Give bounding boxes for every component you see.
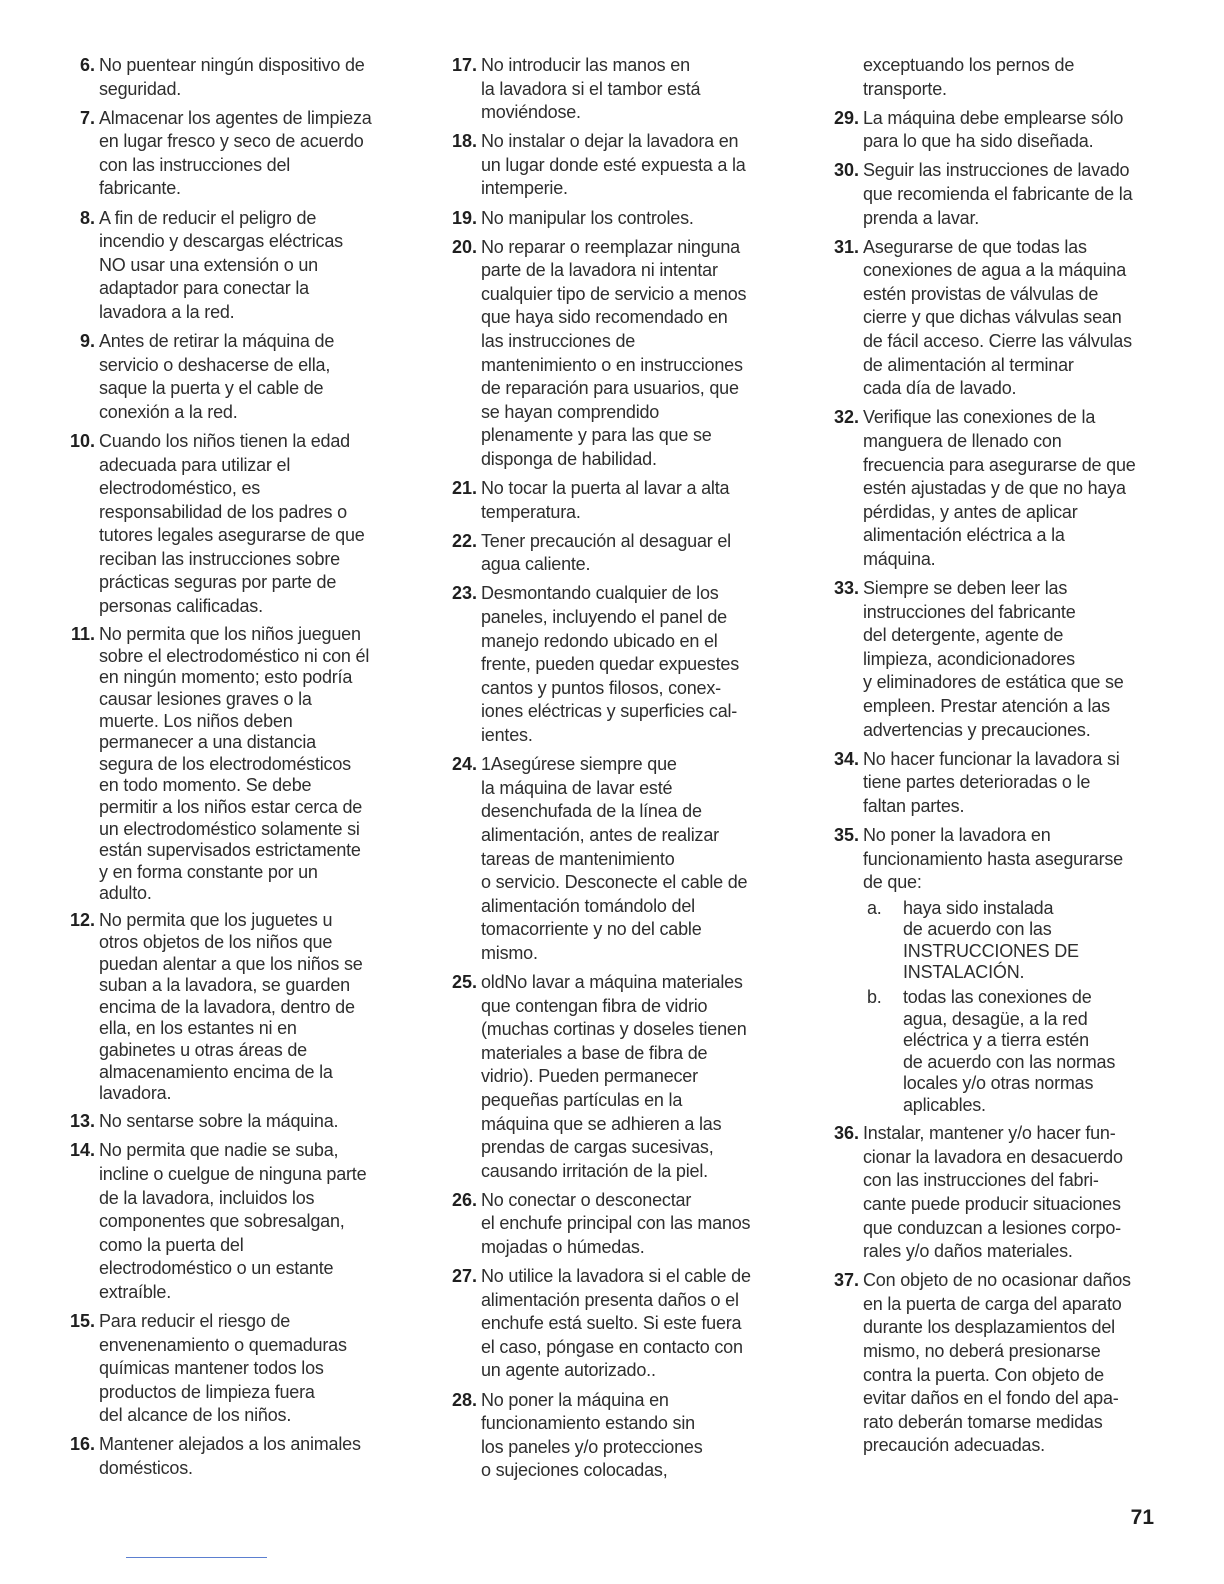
item-number: 31. (833, 236, 859, 257)
item-text (863, 159, 1132, 230)
text-line: personas calificadas. (99, 596, 263, 617)
text-line: manguera de llenado con (863, 430, 1062, 451)
text-line: No tocar la puerta al lavar a alta (481, 478, 730, 499)
text-line: un electrodoméstico solamente si (99, 818, 360, 839)
text-line: seguridad. (99, 78, 182, 99)
text-line: como la puerta del (99, 1234, 244, 1255)
text-line: transporte. (863, 78, 947, 99)
text-line: Desmontando cualquier de los (481, 583, 719, 604)
text-line: componentes que sobresalgan, (99, 1211, 345, 1232)
item-number: 24. (451, 754, 477, 775)
text-line: funcionamiento estando sin (481, 1413, 695, 1434)
text-line: eléctrica y a tierra estén (903, 1030, 1089, 1051)
text-line: pequeñas partículas en la (481, 1089, 683, 1110)
text-line: haya sido instalada (903, 897, 1054, 918)
text-line: Asegurarse de que todas las (863, 236, 1087, 257)
item-text (481, 130, 746, 201)
list-item (440, 236, 782, 472)
text-line: prendas de cargas sucesivas, (481, 1137, 714, 1158)
text-line: plenamente y para las que se (481, 425, 712, 446)
item-text (863, 1122, 1123, 1264)
text-line: sobre el electrodoméstico ni con él (99, 645, 370, 666)
list-item (58, 430, 400, 619)
text-line: lavadora. (99, 1083, 172, 1104)
text-line: máquina. (863, 548, 936, 569)
item-number: 33. (833, 577, 859, 598)
text-line: INSTRUCCIONES DE (903, 940, 1079, 961)
text-line: conexiones de agua a la máquina (863, 260, 1127, 281)
item-text (99, 1433, 361, 1480)
item-text (99, 207, 343, 325)
text-line: tareas de mantenimiento (481, 848, 675, 869)
text-line: adecuada para utilizar el (99, 454, 291, 475)
text-line: A fin de reducir el peligro de (99, 207, 317, 228)
list-item (440, 971, 782, 1183)
list-item (440, 1265, 782, 1383)
text-line: NO usar una extensión o un (99, 254, 318, 275)
text-line: iones eléctricas y superficies cal- (481, 701, 738, 722)
list-item (822, 1269, 1164, 1458)
text-line: gabinetes u otras áreas de (99, 1039, 307, 1060)
item-text (481, 1389, 703, 1483)
text-line: las instrucciones de (481, 331, 636, 352)
column-left (58, 54, 400, 1486)
text-line: de reparación para usuarios, que (481, 378, 739, 399)
item-text (99, 1110, 338, 1134)
text-line: cante puede producir situaciones (863, 1193, 1121, 1214)
text-line: intemperie. (481, 178, 568, 199)
item-text (863, 824, 1123, 1117)
text-line: desenchufada de la línea de (481, 801, 702, 822)
text-line: otros objetos de los niños que (99, 931, 333, 952)
text-line: del detergente, agente de (863, 625, 1064, 646)
text-line: conexión a la red. (99, 401, 238, 422)
text-line: que conduzcan a lesiones corpo- (863, 1217, 1121, 1238)
item-number: 16. (69, 1434, 95, 1455)
list-item (58, 624, 400, 905)
item-text (863, 748, 1120, 819)
item-number: 13. (69, 1111, 95, 1132)
text-line: o sujeciones colocadas, (481, 1460, 668, 1481)
item-number: 27. (451, 1266, 477, 1287)
list-item (822, 159, 1164, 230)
list-item (822, 107, 1164, 154)
text-line: mismo, no deberá presionarse (863, 1340, 1101, 1361)
list-item (822, 824, 1164, 1117)
text-line: servicio o deshacerse de ella, (99, 354, 331, 375)
text-line: se hayan comprendido (481, 401, 660, 422)
list-item (440, 582, 782, 747)
text-line: mojadas o húmedas. (481, 1237, 645, 1257)
list-item (58, 107, 400, 201)
text-line: evitar daños en el fondo del apa- (863, 1388, 1119, 1409)
item-number: 17. (451, 55, 477, 75)
text-line: Antes de retirar la máquina de (99, 331, 335, 352)
item-text (99, 1139, 366, 1304)
column-right (822, 54, 1164, 1463)
item-number: 37. (833, 1270, 859, 1291)
item-number: 15. (69, 1310, 95, 1331)
text-line: advertencias y precauciones. (863, 719, 1091, 740)
text-line: fabricante. (99, 178, 181, 199)
item-text (481, 582, 739, 747)
text-line: de fácil acceso. Cierre las válvulas (863, 331, 1132, 352)
text-line: empleen. Prestar atención a las (863, 695, 1110, 716)
text-line: Verifique las conexiones de la (863, 407, 1096, 428)
text-line: Tener precaución al desaguar el (481, 530, 731, 551)
text-line: No permita que los juguetes u (99, 910, 333, 931)
text-line: electrodoméstico o un estante (99, 1258, 334, 1279)
text-line: manejo redondo ubicado en el (481, 630, 718, 651)
text-line: adaptador para conectar la (99, 278, 309, 299)
item-text (99, 107, 372, 201)
item-number: 9. (79, 331, 95, 352)
text-line: alimentación, antes de realizar (481, 824, 719, 845)
text-line: enchufe está suelto. Si este fuera (481, 1313, 742, 1334)
text-line: alimentación presenta daños o el (481, 1289, 739, 1310)
text-line: mantenimiento o en instrucciones (481, 354, 743, 375)
item-text (481, 54, 700, 125)
item-text (99, 624, 369, 905)
item-text (99, 910, 363, 1104)
text-line: en todo momento. Se debe (99, 775, 312, 796)
text-line: No hacer funcionar la lavadora si (863, 748, 1120, 769)
item-text (99, 330, 334, 424)
text-line: para lo que ha sido diseñada. (863, 131, 1094, 152)
text-line: materiales a base de fibra de (481, 1042, 708, 1063)
text-line: que haya sido recomendado en (481, 307, 728, 328)
text-line: prácticas seguras por parte de (99, 572, 337, 593)
text-line: máquina que se adhieren a las (481, 1113, 722, 1134)
item-number: 36. (833, 1123, 859, 1144)
list-item (58, 1110, 400, 1134)
item-text (99, 430, 365, 619)
text-line: disponga de habilidad. (481, 449, 657, 469)
text-line: causando irritación de la piel. (481, 1160, 708, 1181)
column-middle (440, 54, 782, 1488)
list-item (822, 406, 1164, 571)
text-line: están supervisados estrictamente (99, 840, 361, 861)
text-line: rato deberán tomarse medidas (863, 1411, 1103, 1432)
text-line: domésticos. (99, 1458, 193, 1479)
text-line: oldNo lavar a máquina materiales (481, 971, 743, 992)
text-line: No introducir las manos en (481, 55, 690, 75)
sub-item-text (903, 987, 1115, 1117)
text-line: exceptuando los pernos de (863, 55, 1075, 75)
text-line: con las instrucciones del fabri- (863, 1170, 1099, 1191)
list-item (58, 54, 400, 101)
item-number: 18. (451, 131, 477, 152)
text-line: cionar la lavadora en desacuerdo (863, 1146, 1123, 1167)
list-item (440, 130, 782, 201)
list-item (58, 330, 400, 424)
text-line: en ningún momento; esto podría (99, 667, 353, 688)
text-line: tiene partes deterioradas o le (863, 772, 1091, 793)
text-line: que contengan fibra de vidrio (481, 995, 708, 1016)
text-line: todas las conexiones de (903, 987, 1092, 1008)
item-number: 20. (451, 236, 477, 257)
text-line: envenenamiento o quemaduras (99, 1334, 347, 1355)
text-line: o servicio. Desconecte el cable de (481, 872, 748, 893)
item-number: 34. (833, 748, 859, 769)
text-line: un agente autorizado.. (481, 1360, 656, 1381)
text-line: del alcance de los niños. (99, 1405, 292, 1426)
item-number: 32. (833, 407, 859, 428)
item-number: 25. (451, 971, 477, 992)
text-line: de acuerdo con las normas (903, 1051, 1116, 1072)
text-line: No conectar o desconectar (481, 1189, 692, 1210)
text-line: precaución adecuadas. (863, 1435, 1045, 1456)
text-line: de la lavadora, incluidos los (99, 1187, 315, 1208)
text-line: agua caliente. (481, 554, 591, 575)
text-line: estén provistas de válvulas de (863, 283, 1099, 304)
item-number: 30. (833, 160, 859, 181)
item-text (863, 236, 1132, 401)
sub-item-letter: b. (867, 987, 882, 1008)
item-text (481, 971, 747, 1183)
text-line: Instalar, mantener y/o hacer fun- (863, 1123, 1116, 1144)
text-line: No manipular los controles. (481, 207, 694, 228)
item-number: 10. (69, 430, 95, 451)
text-line: moviéndose. (481, 102, 581, 123)
text-line: suban a la lavadora, se guarden (99, 975, 350, 996)
item-number: 21. (451, 478, 477, 499)
text-line: y en forma constante por un (99, 861, 318, 882)
text-line: tomacorriente y no del cable (481, 919, 702, 940)
text-line: con las instrucciones del (99, 154, 291, 175)
item-text (481, 477, 729, 524)
list-item (58, 1310, 400, 1428)
text-line: La máquina debe emplearse sólo (863, 107, 1124, 128)
text-line: segura de los electrodomésticos (99, 753, 351, 774)
text-line: un lugar donde esté expuesta a la (481, 154, 746, 175)
text-line: la máquina de lavar esté (481, 777, 673, 798)
text-line: No puentear ningún dispositivo de (99, 55, 365, 75)
item-number: 22. (451, 530, 477, 551)
continuation-text (822, 54, 1164, 101)
item-number: 19. (451, 207, 477, 228)
text-line: Siempre se deben leer las (863, 577, 1068, 598)
text-line: contra la puerta. Con objeto de (863, 1364, 1104, 1385)
text-line: electrodoméstico, es (99, 478, 261, 499)
text-line: paneles, incluyendo el panel de (481, 607, 727, 628)
list-item (440, 207, 782, 231)
text-line: frente, pueden quedar expuestes (481, 654, 739, 675)
text-line: funcionamiento hasta asegurarse (863, 848, 1123, 869)
item-number: 11. (70, 624, 95, 645)
text-line: locales y/o otras normas (903, 1073, 1094, 1094)
text-line: cierre y que dichas válvulas sean (863, 307, 1122, 328)
text-line: alimentación tomándolo del (481, 895, 695, 916)
item-text (99, 54, 365, 101)
text-line: No utilice la lavadora si el cable de (481, 1266, 751, 1287)
item-number: 8. (79, 207, 95, 228)
text-line: parte de la lavadora ni intentar (481, 260, 718, 281)
text-line: temperatura. (481, 501, 581, 522)
text-line: extraíble. (99, 1281, 172, 1302)
item-text (481, 1265, 751, 1383)
text-line: mismo. (481, 942, 538, 963)
item-number: 7. (79, 107, 95, 128)
list-item (822, 236, 1164, 401)
item-text (863, 406, 1136, 571)
item-number: 26. (451, 1189, 477, 1210)
sub-item (863, 987, 1123, 1117)
text-line: ella, en los estantes ni en (99, 1018, 297, 1039)
text-line: faltan partes. (863, 795, 965, 816)
text-line: el caso, póngase en contacto con (481, 1336, 743, 1357)
text-line: estén ajustadas y de que no haya (863, 478, 1126, 499)
text-line: prenda a lavar. (863, 207, 980, 228)
item-text (481, 753, 747, 965)
item-text (481, 236, 746, 472)
list-item (58, 207, 400, 325)
text-line: No permita que nadie se suba, (99, 1140, 339, 1161)
item-number: 28. (451, 1389, 477, 1410)
text-line: agua, desagüe, a la red (903, 1008, 1088, 1029)
text-line: cantos y puntos filosos, conex- (481, 677, 721, 698)
list-item (822, 577, 1164, 742)
text-line: muerte. Los niños deben (99, 710, 293, 731)
item-number: 23. (451, 583, 477, 604)
text-line: incendio y descargas eléctricas (99, 231, 343, 252)
item-text (481, 1189, 750, 1260)
list-item (58, 910, 400, 1104)
text-line: instrucciones del fabricante (863, 601, 1076, 622)
page-number: 71 (1130, 1506, 1154, 1529)
list-item (440, 530, 782, 577)
item-number: 35. (833, 824, 859, 845)
text-line: Con objeto de no ocasionar daños (863, 1270, 1131, 1291)
item-text (863, 107, 1123, 154)
text-line: Para reducir el riesgo de (99, 1310, 291, 1331)
text-line: Almacenar los agentes de limpieza (99, 107, 372, 128)
text-line: almacenamiento encima de la (99, 1061, 333, 1082)
text-line: cada día de lavado. (863, 378, 1017, 399)
list-item (58, 1433, 400, 1480)
list-item (440, 1389, 782, 1483)
text-line: de acuerdo con las (903, 919, 1052, 940)
text-line: permitir a los niños estar cerca de (99, 796, 363, 817)
sub-item-letter: a. (867, 897, 882, 918)
text-line: permanecer a una distancia (99, 732, 316, 753)
text-line: alimentación eléctrica a la (863, 525, 1065, 546)
text-line: pérdidas, y antes de aplicar (863, 501, 1078, 522)
text-line: en lugar fresco y seco de acuerdo (99, 131, 364, 152)
list-item (822, 1122, 1164, 1264)
text-line: 1Asegúrese siempre que (481, 754, 677, 775)
sub-item-text (903, 898, 1079, 984)
item-text (863, 577, 1124, 742)
text-line: durante los desplazamientos del (863, 1317, 1115, 1338)
text-line: la lavadora si el tambor está (481, 78, 701, 99)
text-line: puedan alentar a que los niños se (99, 953, 363, 974)
text-line: INSTALACIÓN. (903, 962, 1025, 983)
text-line: vidrio). Pueden permanecer (481, 1066, 698, 1087)
text-line: responsabilidad de los padres o (99, 501, 347, 522)
text-line: rales y/o daños materiales. (863, 1241, 1073, 1262)
list-item (440, 477, 782, 524)
bottom-rule (126, 1557, 267, 1558)
item-text (863, 1269, 1131, 1458)
list-item (440, 54, 782, 125)
text-line: encima de la lavadora, dentro de (99, 996, 355, 1017)
text-line: tutores legales asegurarse de que (99, 525, 365, 546)
text-line: ientes. (481, 725, 533, 746)
text-line: lavadora a la red. (99, 301, 235, 322)
item-number: 6. (79, 55, 95, 75)
text-line: de que: (863, 872, 922, 893)
item-number: 12. (69, 910, 95, 931)
text-line: Cuando los niños tienen la edad (99, 430, 350, 451)
sub-item (863, 898, 1123, 984)
text-line: No poner la lavadora en (863, 824, 1051, 845)
text-line: saque la puerta y el cable de (99, 378, 324, 399)
text-line: productos de limpieza fuera (99, 1381, 315, 1402)
text-line: No reparar o reemplazar ninguna (481, 236, 740, 257)
text-line: aplicables. (903, 1095, 986, 1116)
text-line: de alimentación al terminar (863, 354, 1074, 375)
text-line: No permita que los niños jueguen (99, 624, 361, 645)
text-line: Mantener alejados a los animales (99, 1434, 361, 1455)
item-text (822, 54, 1164, 101)
item-text (481, 530, 731, 577)
text-line: el enchufe principal con las manos (481, 1213, 751, 1234)
text-line: No sentarse sobre la máquina. (99, 1111, 339, 1132)
text-line: frecuencia para asegurarse de que (863, 454, 1136, 475)
list-item (58, 1139, 400, 1304)
list-item (822, 748, 1164, 819)
text-line: cualquier tipo de servicio a menos (481, 283, 747, 304)
text-line: (muchas cortinas y doseles tienen (481, 1019, 747, 1040)
text-line: Seguir las instrucciones de lavado (863, 160, 1130, 181)
text-line: No instalar o dejar la lavadora en (481, 131, 739, 152)
text-line: en la puerta de carga del aparato (863, 1293, 1122, 1314)
item-number: 14. (69, 1140, 95, 1161)
list-item (440, 753, 782, 965)
item-text (99, 1310, 347, 1428)
text-line: adulto. (99, 883, 152, 904)
item-number: 29. (833, 107, 859, 128)
item-text (481, 207, 694, 231)
text-line: y eliminadores de estática que se (863, 672, 1124, 693)
list-item (440, 1189, 782, 1260)
text-line: reciban las instrucciones sobre (99, 548, 340, 569)
text-line: incline o cuelgue de ninguna parte (99, 1163, 367, 1184)
text-line: químicas mantener todos los (99, 1358, 324, 1379)
text-line: que recomienda el fabricante de la (863, 183, 1133, 204)
text-line: causar lesiones graves o la (99, 688, 312, 709)
text-line: los paneles y/o protecciones (481, 1436, 703, 1457)
text-line: No poner la máquina en (481, 1389, 669, 1410)
text-line: limpieza, acondicionadores (863, 648, 1075, 669)
